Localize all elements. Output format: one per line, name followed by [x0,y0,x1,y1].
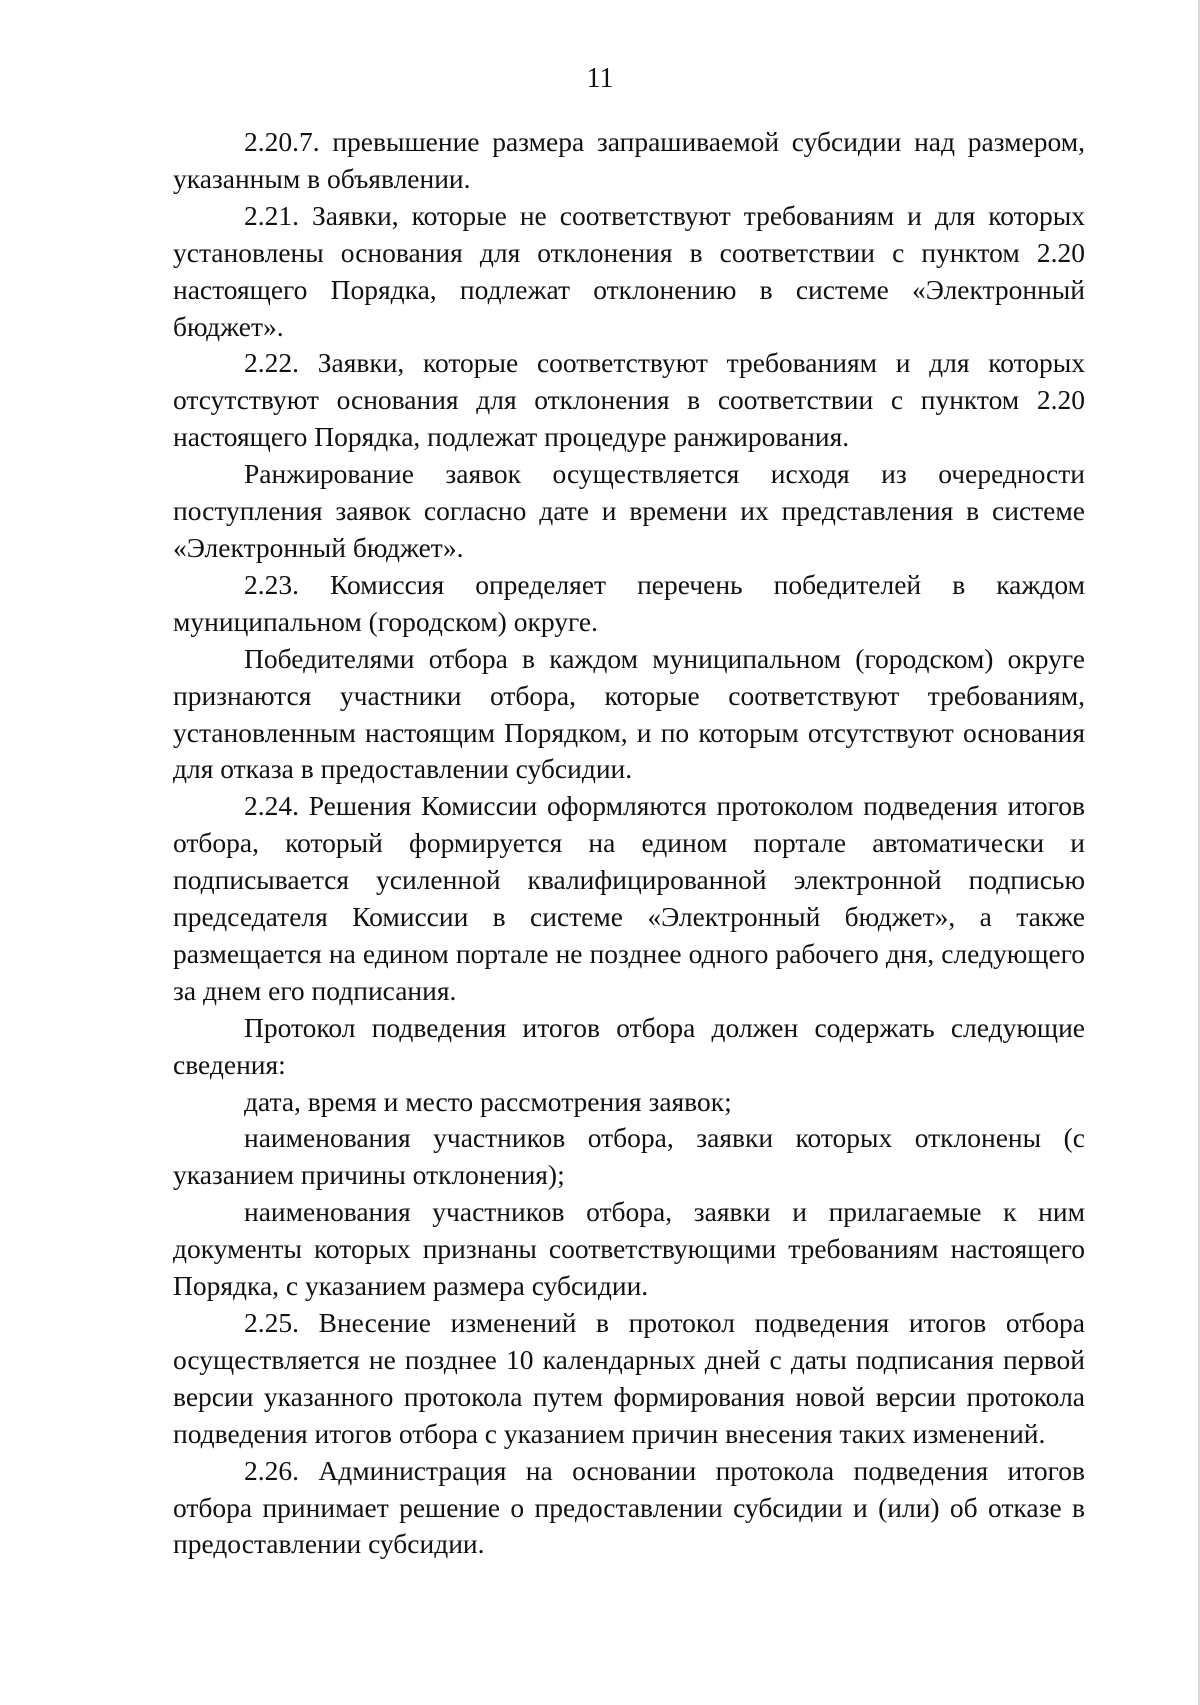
paragraph-2-25: 2.25. Внесение изменений в протокол подведения итогов отбора осуществляется не позднее 10 календарных дней с даты подписания первой версии указанного протокола путем формирования новой версии протокола подведения итогов отбора с указанием причин внесения таких изменений. [173,1307,1085,1449]
paragraph-list-item-date: дата, время и место рассмотрения заявок; [244,1085,732,1117]
paragraph-protocol-contents: Протокол подведения итогов отбора должен содержать следующие сведения: [173,1011,1085,1080]
paragraph-2-24: 2.24. Решения Комиссии оформляются протоколом подведения итогов отбора, который формируется на едином портале автоматически и подписывается усиленной квалифицированной электронной подписью председателя Комиссии в системе «Электронный бюджет», а также размещается на едином портале не позднее одного рабочего дня, следующего за днем его подписания. [173,790,1085,1006]
paragraph-2-26: 2.26. Администрация на основании протокола подведения итогов отбора принимает решение о предоставлении субсидии и (или) об отказе в предоставлении субсидии. [173,1454,1085,1560]
paragraph-winners: Победителями отбора в каждом муниципальном (городском) округе признаются участники отбора, которые соответствуют требованиям, установленным настоящим Порядком, и по которым отсутствуют основания для отказа в предоставлении субсидии. [173,642,1085,785]
paragraph-2-20-7: 2.20.7. превышение размера запрашиваемой субсидии над размером, указанным в объявлении. [173,126,1085,194]
paragraph-list-item-rejected: наименования участников отбора, заявки которых отклонены (с указанием причины отклонения); [173,1122,1085,1191]
paragraph-2-23: 2.23. Комиссия определяет перечень победителей в каждом муниципальном (городском) округе. [173,568,1085,637]
paragraph-ranking: Ранжирование заявок осуществляется исходя из очередности поступления заявок согласно дате и времени их представления в системе «Электронный бюджет». [173,458,1085,563]
document-body [173,124,1085,1563]
paragraph-2-21: 2.21. Заявки, которые не соответствуют требованиям и для которых установлены основания для отклонения в соответствии с пунктом 2.20 настоящего Порядка, подлежат отклонению в системе «Электронный бюджет». [173,199,1085,342]
page-number: 11 [586,63,614,94]
paragraph-list-item-accepted: наименования участников отбора, заявки и прилагаемые к ним документы которых признаны соответствующими требованиям настоящего Порядка, с указанием размера субсидии. [173,1196,1085,1302]
paragraph-2-22: 2.22. Заявки, которые соответствуют требованиям и для которых отсутствуют основания для отклонения в соответствии с пунктом 2.20 настоящего Порядка, подлежат процедуре ранжирования. [173,347,1085,453]
